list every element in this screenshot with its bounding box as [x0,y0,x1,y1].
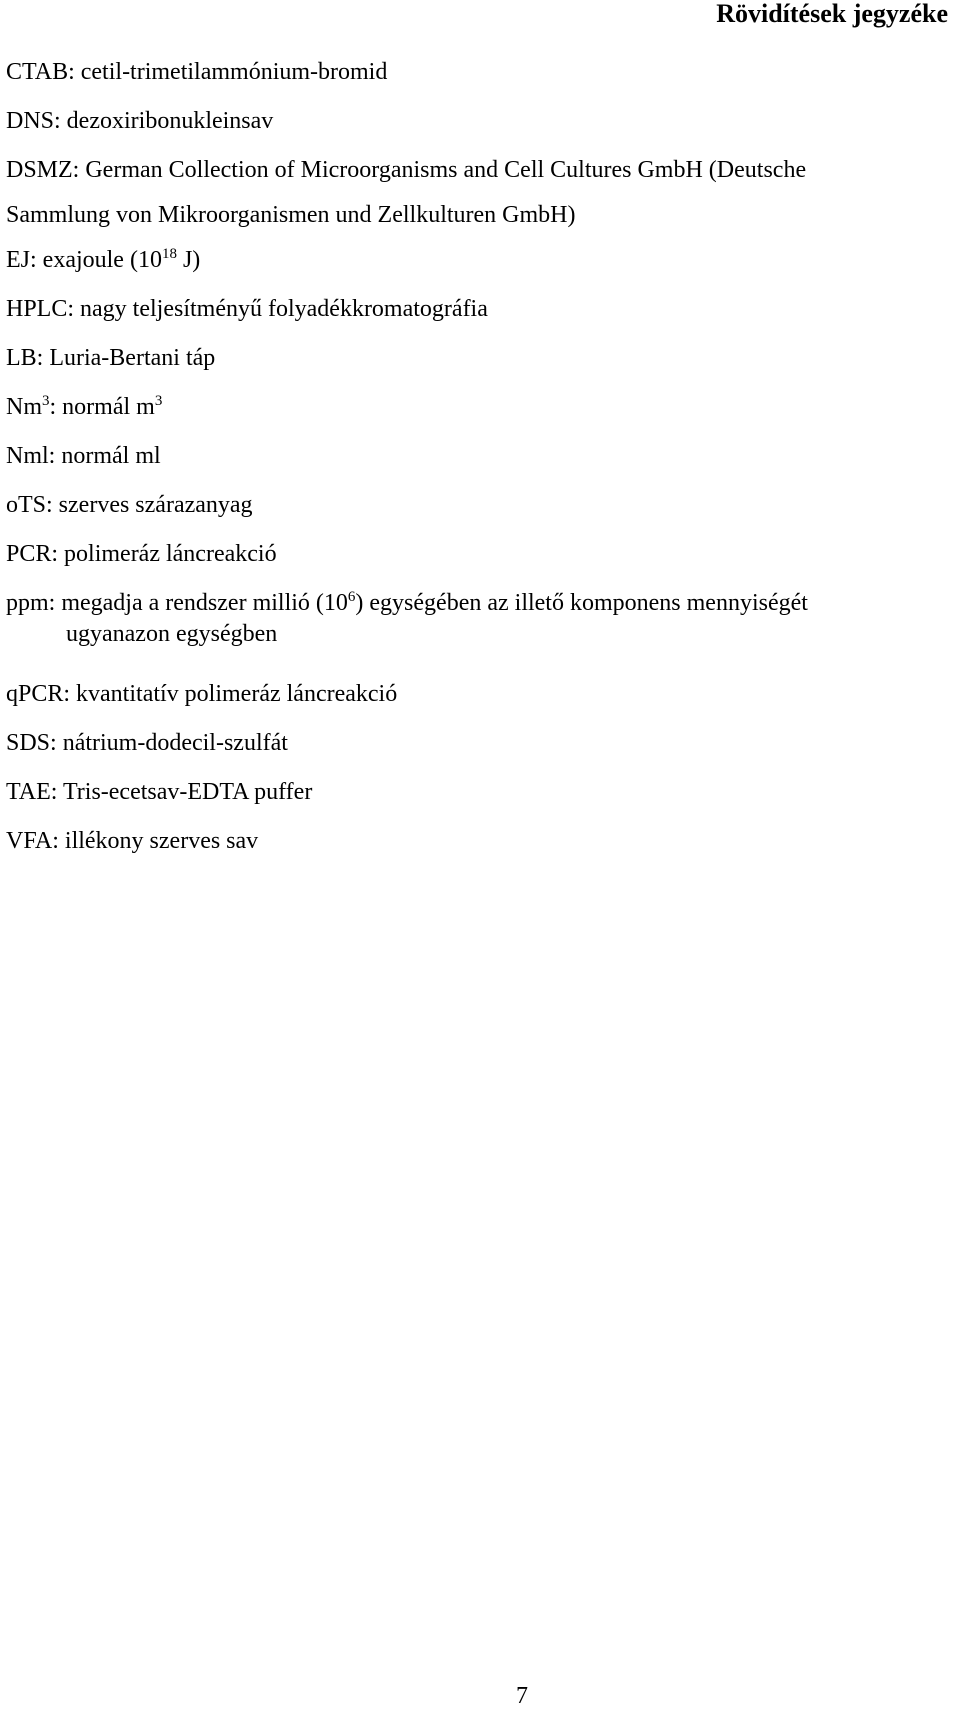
entry-ej-suffix: J) [176,247,201,273]
entry-ppm-exponent: 6 [347,589,356,605]
entry-nm3-prefix: Nm [6,394,42,420]
entry-dns: DNS: dezoxiribonukleinsav [6,108,274,134]
entry-nm3 [6,393,948,421]
entry-dsmz-line1: DSMZ: German Collection of Microorganisms and Cell Cultures GmbH (Deutsche [6,157,807,183]
entry-ppm-line2: ugyanazon egységben [66,621,278,647]
entry-dsmz-line2: Sammlung von Mikroorganismen und Zellkulturen GmbH) [6,202,576,228]
entry-ctab: CTAB: cetil-trimetilammónium-bromid [6,59,388,85]
entry-qpcr: qPCR: kvantitatív polimeráz láncreakció [6,681,398,707]
entry-ej-prefix: EJ: exajoule (10 [6,247,162,273]
entry-lb: LB: Luria-Bertani táp [6,345,216,371]
entry-pcr: PCR: polimeráz láncreakció [6,541,277,567]
entry-nml: Nml: normál ml [6,443,161,469]
entry-tae: TAE: Tris-ecetsav-EDTA puffer [6,779,313,805]
entry-nm3-mid: : normál m [49,394,155,420]
entry-ej-exponent: 18 [161,246,177,262]
entry-vfa: VFA: illékony szerves sav [6,828,259,854]
abbreviation-list [6,58,948,876]
page-title: Rövidítések jegyzéke [716,0,948,28]
entry-sds: SDS: nátrium-dodecil-szulfát [6,730,288,756]
entry-hplc: HPLC: nagy teljesítményű folyadékkromatográfia [6,296,488,322]
page-number: 7 [516,1683,528,1709]
entry-ppm-suffix: ) egységében az illető komponens mennyiségét [355,590,808,616]
entry-dsmz [6,156,948,229]
entry-ots: oTS: szerves szárazanyag [6,492,253,518]
entry-ej [6,246,948,274]
entry-nm3-exponent-2: 3 [154,393,163,409]
entry-ppm [6,589,948,648]
entry-nm3-exponent: 3 [42,393,50,409]
entry-ppm-prefix: ppm: megadja a rendszer millió (10 [6,590,348,616]
